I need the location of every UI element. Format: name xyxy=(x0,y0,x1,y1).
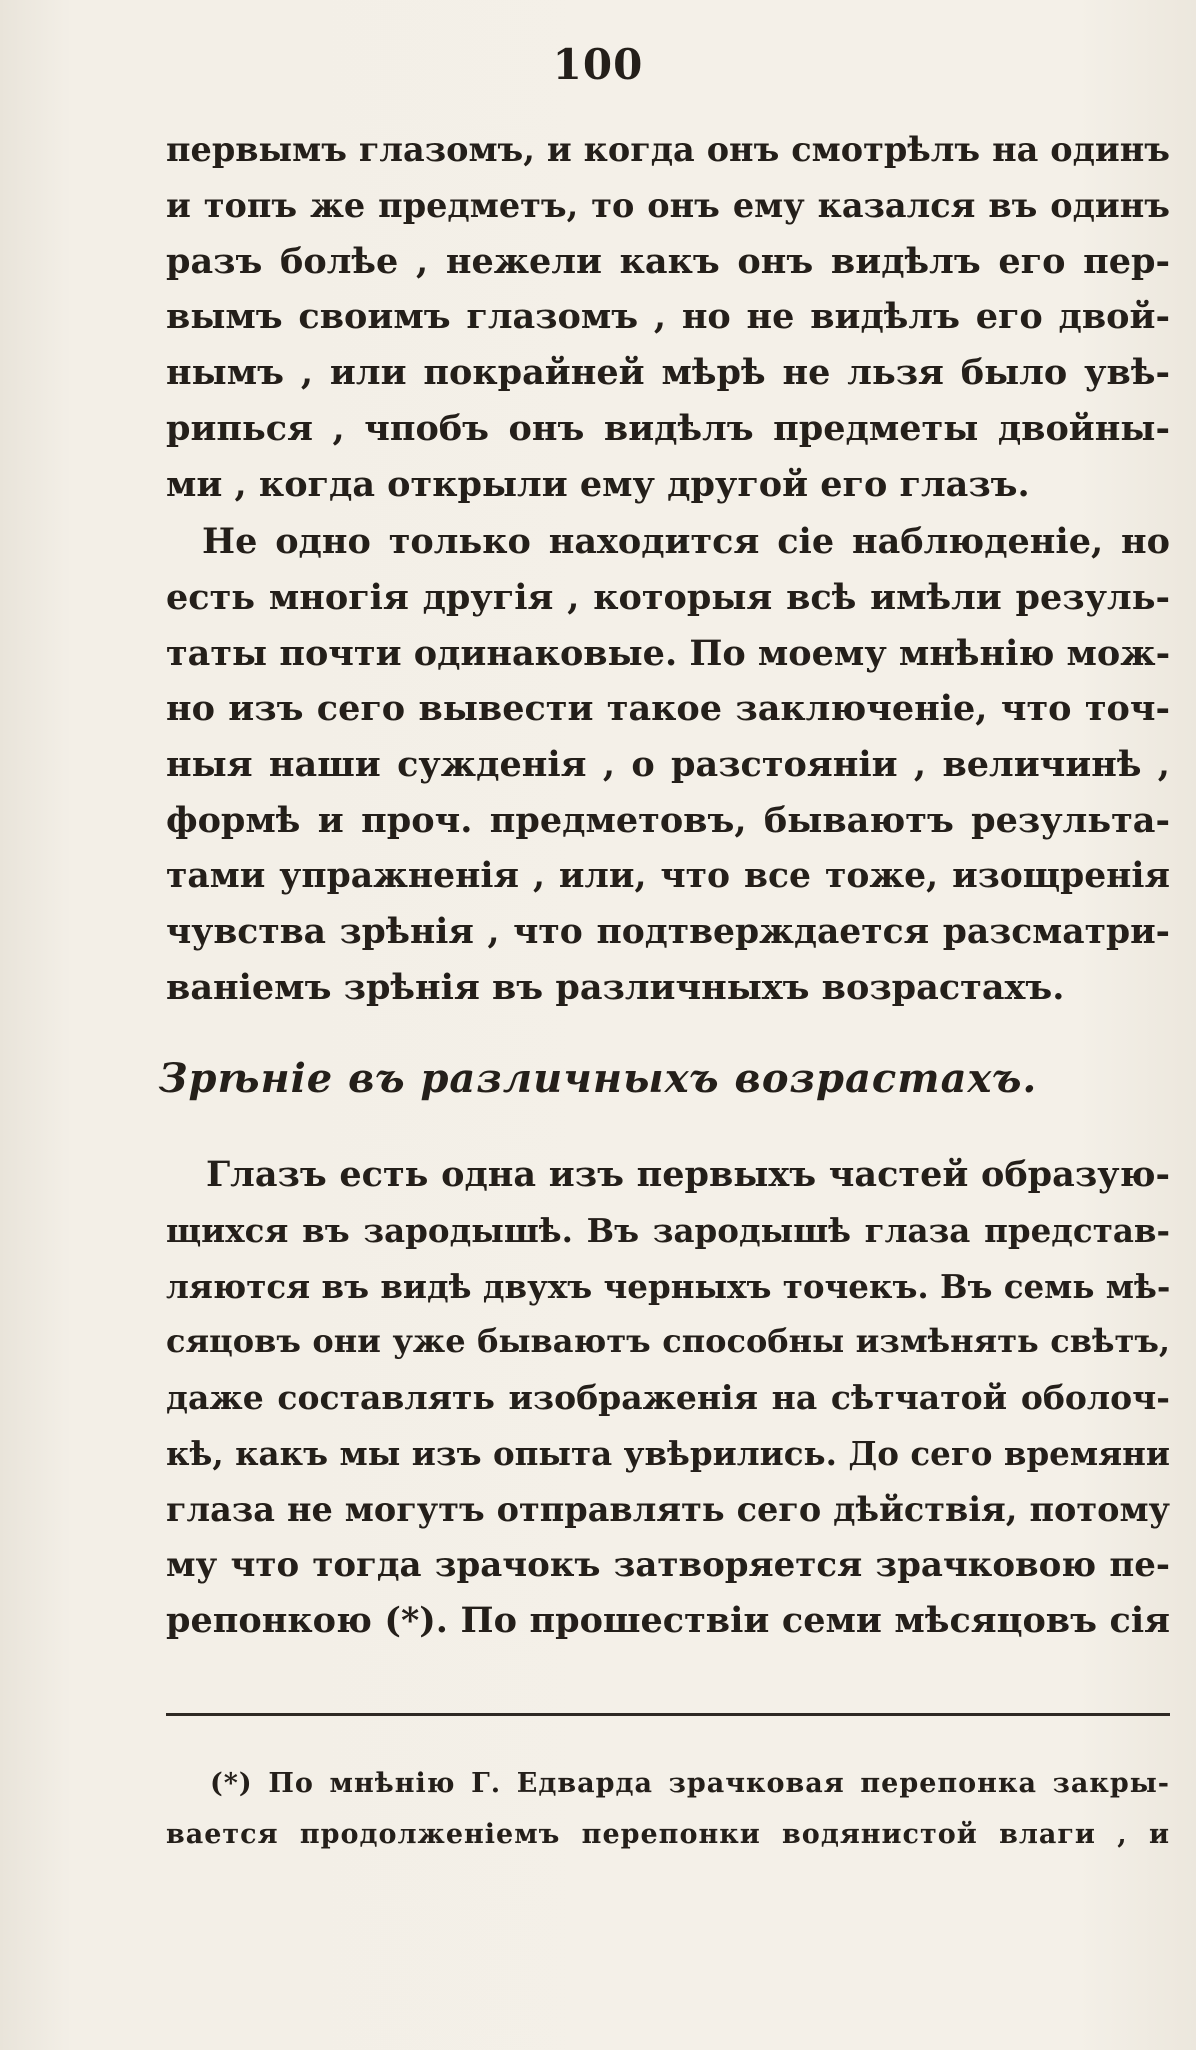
text-line: вымъ своимъ глазомъ , но не видѣлъ его двой- xyxy=(166,296,1170,338)
footnote-divider xyxy=(166,1713,1170,1716)
text-line: даже составлять изображенія на сѣтчатой оболоч- xyxy=(166,1378,1170,1418)
text-line: и топъ же предметъ, то онъ ему казался въ одинъ xyxy=(166,185,1170,225)
text-line: но изъ сего вывести такое заключеніе, что точ- xyxy=(166,688,1170,730)
text-line: разъ болѣе , нежели какъ онъ видѣлъ его пер- xyxy=(166,240,1170,282)
text-line: рипься , чпобъ онъ видѣлъ предметы двойны- xyxy=(166,407,1170,449)
text-line: формѣ и проч. предметовъ, бываютъ результа- xyxy=(166,799,1170,841)
text-line: таты почти одинаковые. По моему мнѣнію мож- xyxy=(166,632,1171,674)
text-line: глаза не могутъ отправлять сего дѣйствія, потому xyxy=(166,1489,1170,1529)
paragraph-1 xyxy=(166,122,1170,513)
text-line: репонкою (*). По прошествіи семи мѣсяцовъ сія xyxy=(166,1600,1170,1642)
footnote-line: вается продолженіемъ перепонки водянистой влаги , и xyxy=(166,1819,1170,1850)
text-line: ваніемъ зрѣнія въ различныхъ возрастахъ. xyxy=(166,967,1065,1009)
text-line: первымъ глазомъ, и когда онъ смотрѣлъ на одинъ xyxy=(166,130,1170,169)
text-line: щихся въ зародышѣ. Въ зародышѣ глаза предстaв- xyxy=(166,1210,1170,1250)
section-heading: Зрѣніе въ различныхъ возрастахъ. xyxy=(158,1055,1038,1102)
paragraph-3 xyxy=(166,1147,1170,1649)
text-line: чувства зрѣнія , что подтверждается разсматри- xyxy=(166,911,1170,952)
text-line: кѣ, какъ мы изъ опыта увѣрились. До сего времяни xyxy=(166,1433,1170,1473)
paragraph-2 xyxy=(166,514,1170,1016)
text-line: му что тогда зрачокъ затворяется зрачковою пе- xyxy=(166,1544,1170,1585)
text-line: нымъ , или покрайней мѣрѣ не льзя было увѣ- xyxy=(166,352,1170,394)
footnote-line: (*) По мнѣнію Г. Едварда зрачковая перепонка закры- xyxy=(210,1768,1170,1799)
footnote xyxy=(166,1758,1170,1860)
text-line: тами упражненія , или, что все тоже, изощренія xyxy=(166,855,1170,896)
text-line: сяцовъ они уже бываютъ способны измѣнять свѣтъ, xyxy=(166,1322,1170,1361)
text-line: ми , когда открыли ему другой его глазъ. xyxy=(166,463,1030,505)
text-line: ляются въ видѣ двухъ черныхъ точекъ. Въ семь мѣ- xyxy=(166,1266,1171,1306)
text-line: Не одно только находится сіе наблюденіе, но xyxy=(202,521,1170,562)
text-line: Глазъ есть одна изъ первыхъ частей образую- xyxy=(206,1154,1170,1195)
page-number: 100 xyxy=(552,40,644,89)
text-line: ныя наши сужденія , о разстояніи , величинѣ , xyxy=(166,744,1170,786)
text-line: есть многія другія , которыя всѣ имѣли резуль- xyxy=(166,576,1170,618)
